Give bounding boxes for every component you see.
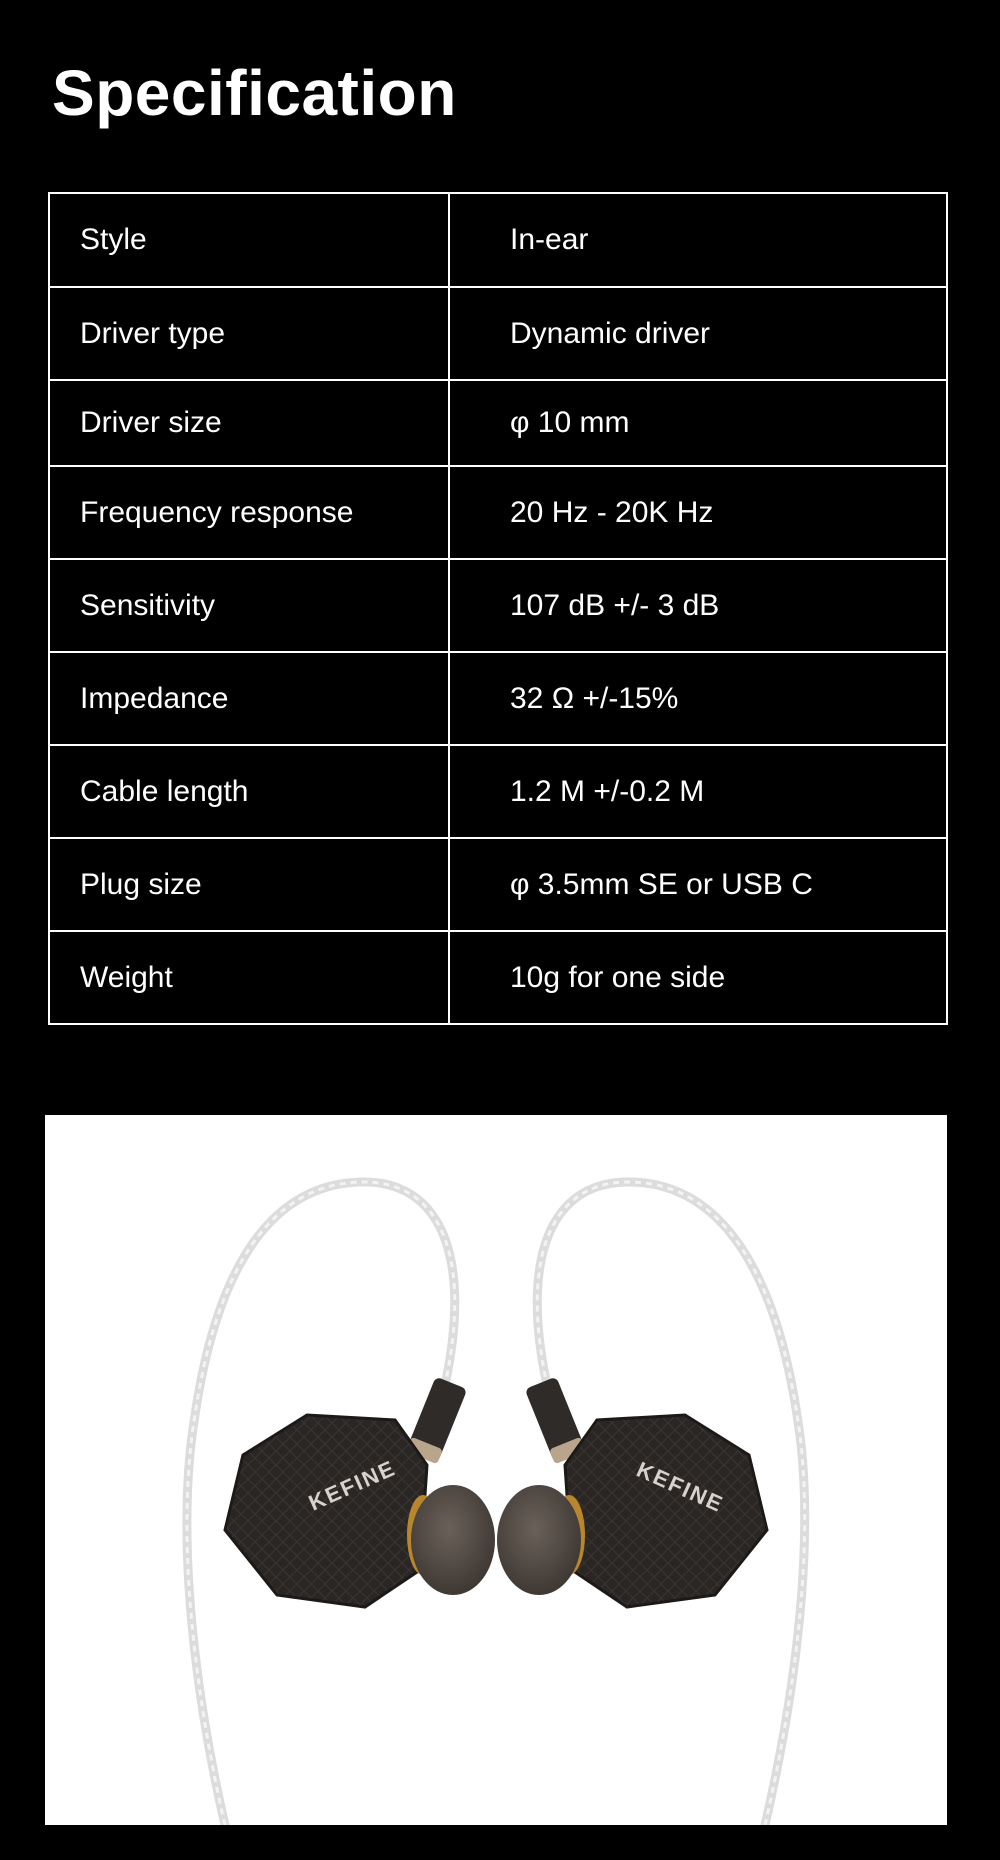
brand-logo-right: KEFINE [632, 1456, 728, 1518]
spec-value: φ 3.5mm SE or USB C [449, 838, 947, 931]
earbud-right [497, 1376, 767, 1607]
spec-value: Dynamic driver [449, 287, 947, 380]
spec-value: 10g for one side [449, 931, 947, 1024]
spec-label: Impedance [49, 652, 449, 745]
product-image [45, 1115, 947, 1825]
table-row [49, 745, 947, 838]
spec-value: In-ear [449, 193, 947, 287]
table-row [49, 838, 947, 931]
earbud-left [225, 1376, 495, 1607]
spec-label: Sensitivity [49, 559, 449, 652]
spec-label: Weight [49, 931, 449, 1024]
spec-label: Style [49, 193, 449, 287]
table-row [49, 287, 947, 380]
table-row [49, 652, 947, 745]
spec-label: Cable length [49, 745, 449, 838]
spec-value: φ 10 mm [449, 380, 947, 466]
spec-value: 20 Hz - 20K Hz [449, 466, 947, 559]
spec-label: Plug size [49, 838, 449, 931]
page-title: Specification [52, 57, 457, 129]
spec-label: Frequency response [49, 466, 449, 559]
spec-value: 1.2 M +/-0.2 M [449, 745, 947, 838]
table-row [49, 559, 947, 652]
spec-label: Driver size [49, 380, 449, 466]
table-row [49, 193, 947, 287]
table-row [49, 466, 947, 559]
spec-value: 107 dB +/- 3 dB [449, 559, 947, 652]
brand-logo-left: KEFINE [304, 1455, 400, 1516]
spec-value: 32 Ω +/-15% [449, 652, 947, 745]
table-row [49, 931, 947, 1024]
spec-label: Driver type [49, 287, 449, 380]
earphones-illustration [45, 1115, 947, 1825]
spec-table [48, 192, 948, 1025]
table-row [49, 380, 947, 466]
